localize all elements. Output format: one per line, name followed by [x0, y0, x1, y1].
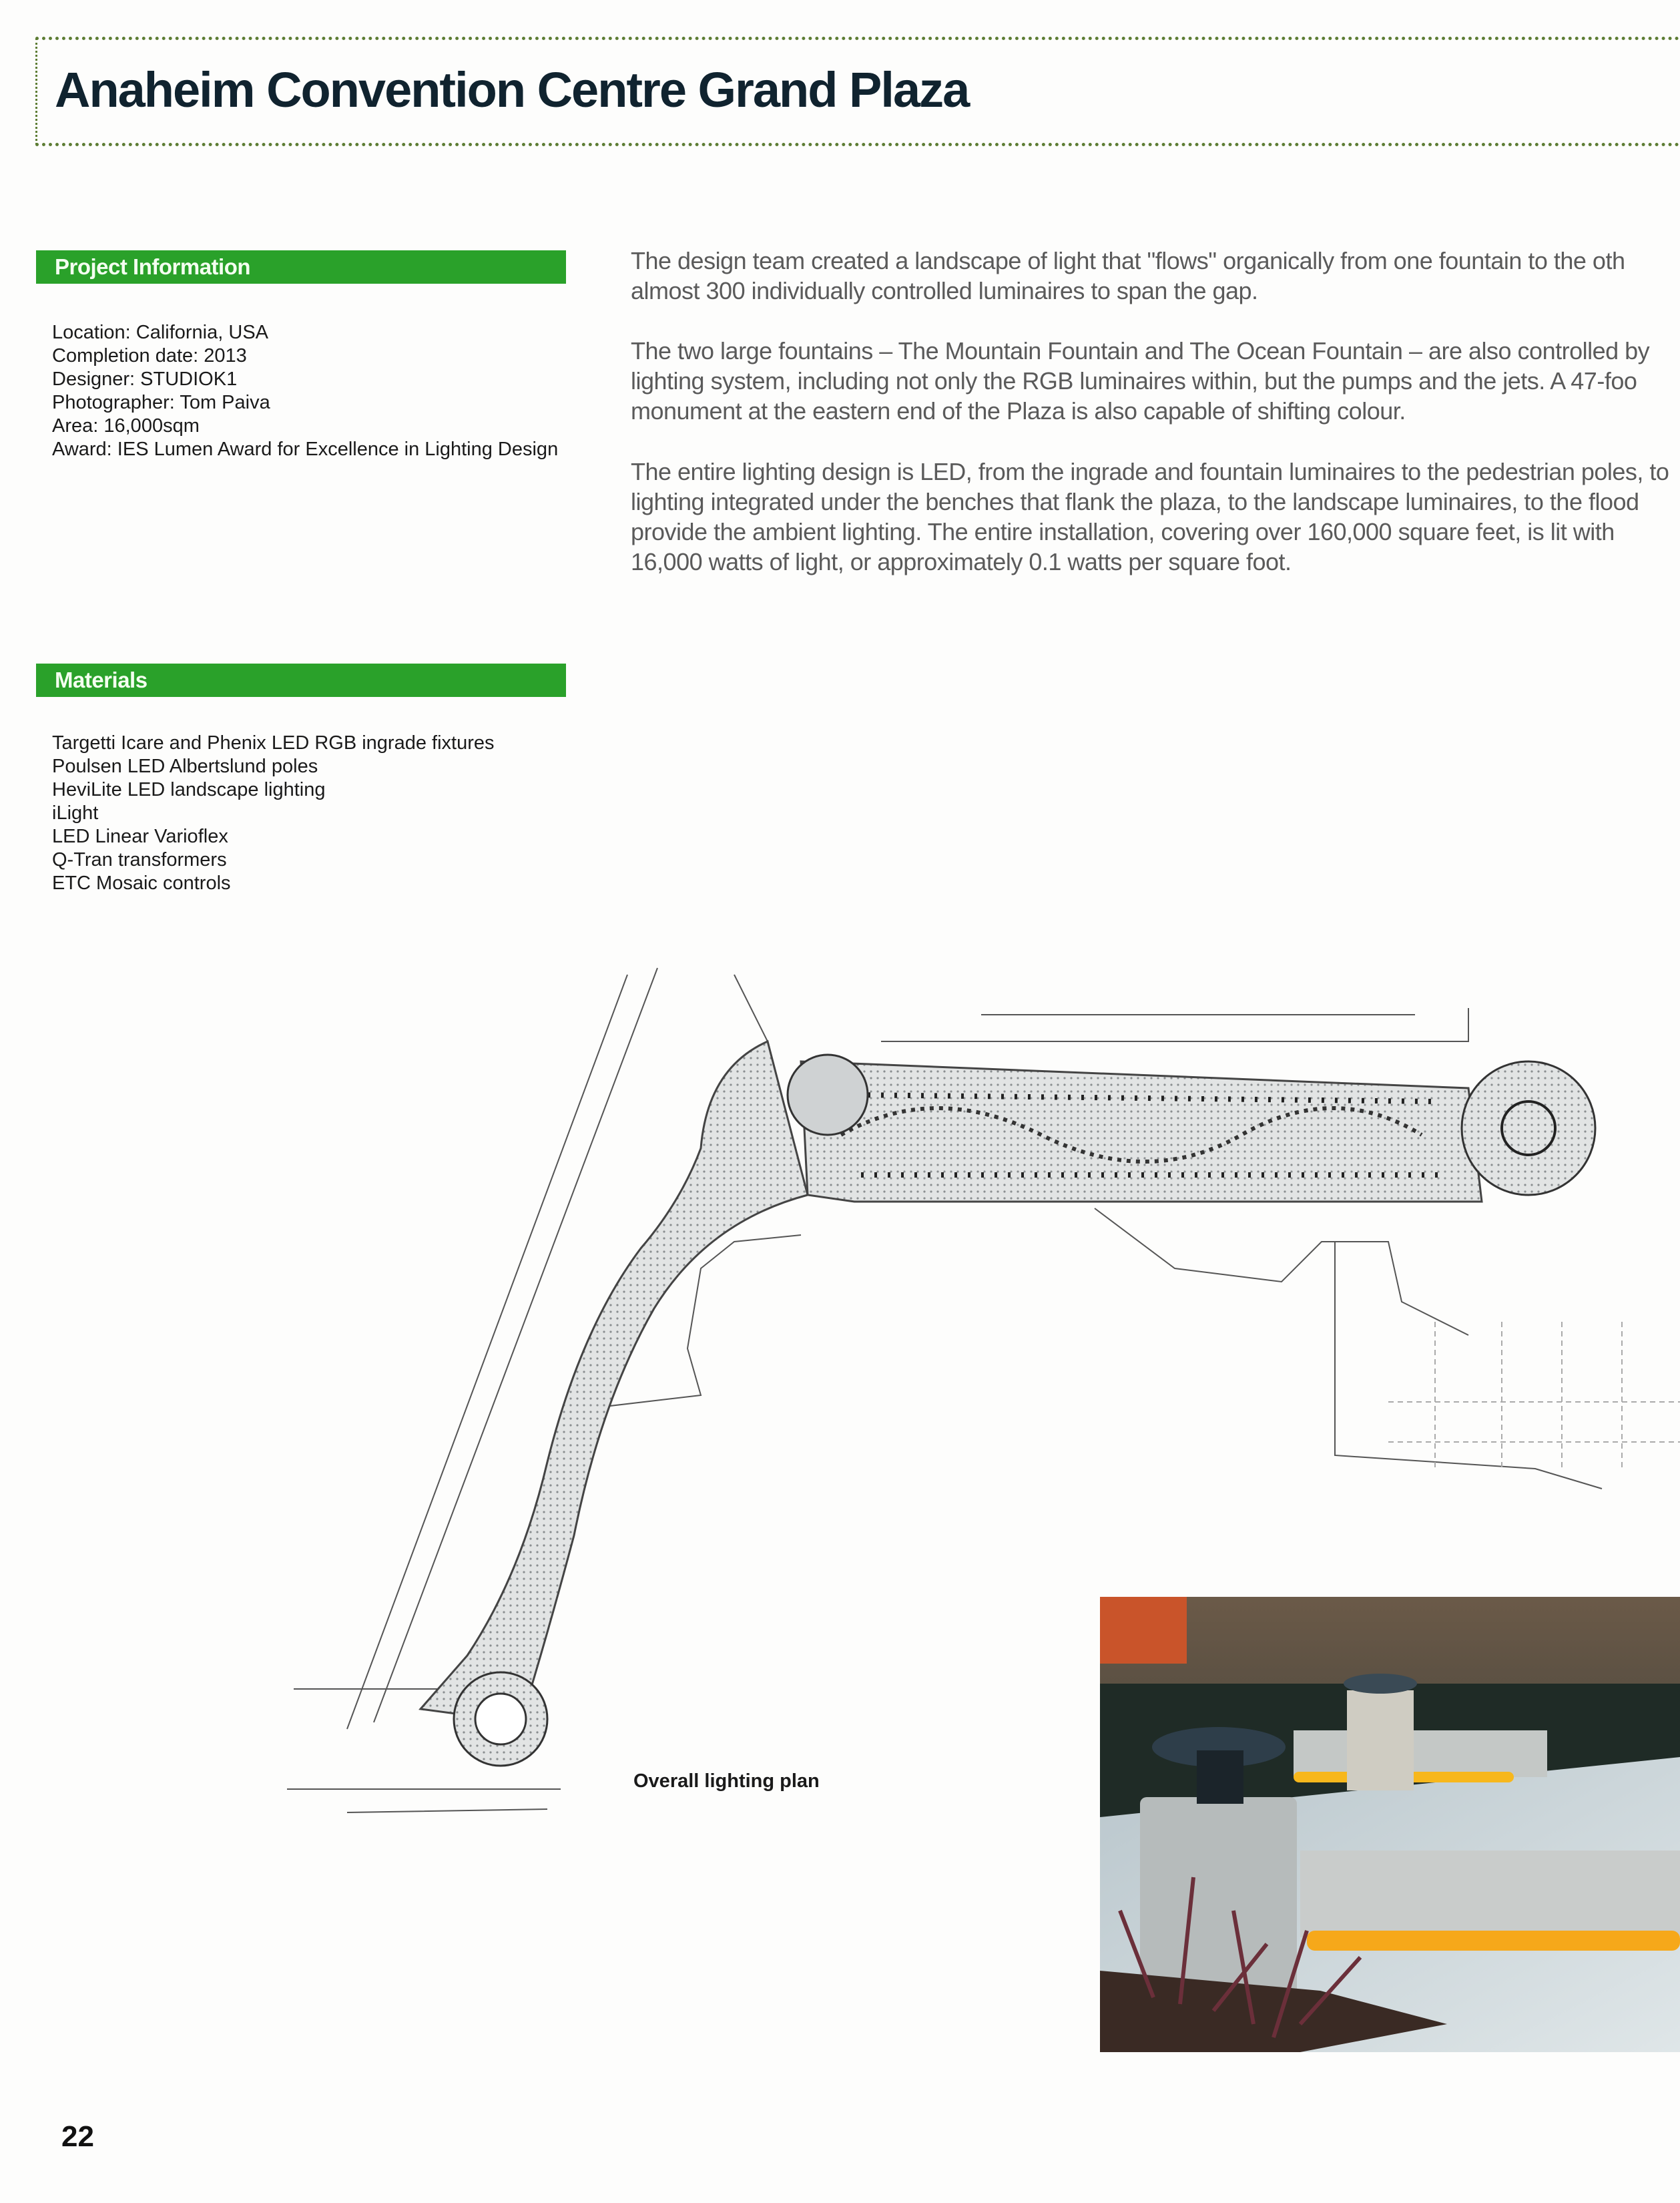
material-item: Q-Tran transformers: [52, 849, 227, 871]
material-item: LED Linear Varioflex: [52, 826, 228, 847]
rear-bench: [1294, 1730, 1547, 1777]
material-item: Targetti Icare and Phenix LED RGB ingrade fixtures: [52, 732, 495, 754]
page-number: 22: [61, 2120, 94, 2153]
material-item: iLight: [52, 802, 99, 824]
plaza-photo: [1100, 1597, 1680, 2052]
text-line: 16,000 watts of light, or approximately 0.1 watts per square foot.: [631, 548, 1292, 575]
bench-led-strip: [1307, 1931, 1680, 1951]
text-line: The two large fountains – The Mountain Fountain and The Ocean Fountain – are also controlled by: [631, 337, 1650, 364]
info-item: Completion date: 2013: [52, 345, 247, 366]
materials-heading: Materials: [36, 664, 566, 697]
project-information-heading: Project Information: [36, 250, 566, 284]
page-title: Anaheim Convention Centre Grand Plaza: [55, 62, 969, 117]
figure-caption: Overall lighting plan: [633, 1770, 820, 1792]
text-line: provide the ambient lighting. The entire installation, covering over 160,000 square feet, is lit with: [631, 518, 1615, 545]
front-bench: [1300, 1851, 1680, 1937]
info-item: Award: IES Lumen Award for Excellence in Lighting Design: [52, 439, 559, 460]
text-line: lighting system, including not only the RGB luminaires within, but the pumps and the jets. A 47-foo: [631, 367, 1637, 395]
text-line: monument at the eastern end of the Plaza is also capable of shifting colour.: [631, 397, 1406, 425]
text-line: almost 300 individually controlled luminaires to span the gap.: [631, 277, 1258, 304]
info-item: Designer: STUDIOK1: [52, 369, 238, 390]
ocean-fountain: [788, 1055, 868, 1135]
text-line: The design team created a landscape of light that "flows" organically from one fountain to the oth: [631, 247, 1625, 274]
text-line: lighting integrated under the benches that flank the plaza, to the landscape luminaires, to the flood: [631, 488, 1639, 515]
text-line: The entire lighting design is LED, from the ingrade and fountain luminaires to the pedestrian poles, to: [631, 458, 1669, 485]
info-item: Photographer: Tom Paiva: [52, 392, 270, 413]
info-item: Location: California, USA: [52, 322, 268, 343]
plan-promenade: [801, 1061, 1482, 1202]
plan-walkway: [421, 1041, 808, 1722]
material-item: Poulsen LED Albertslund poles: [52, 756, 318, 777]
material-item: ETC Mosaic controls: [52, 873, 231, 894]
material-item: HeviLite LED landscape lighting: [52, 779, 326, 800]
mountain-fountain: [1462, 1061, 1595, 1195]
info-item: Area: 16,000sqm: [52, 415, 200, 437]
